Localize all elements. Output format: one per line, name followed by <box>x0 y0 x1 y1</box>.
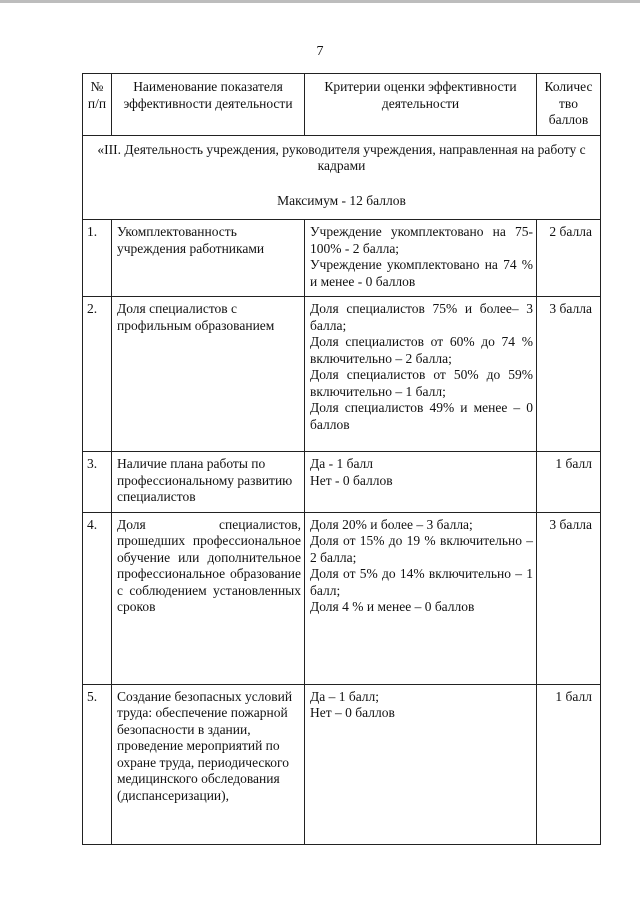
points-cell: 3 балла <box>537 512 601 684</box>
indicator-name: Доля специалистов, прошедших профессиональное обучение или дополнительное профессиональное образование с соблюдением установленных сроков <box>112 512 305 684</box>
criteria-table <box>82 73 601 845</box>
criteria-cell <box>305 512 537 684</box>
section-cell <box>83 135 601 220</box>
section-max: Максимум - 12 баллов <box>277 192 406 208</box>
indicator-name: Создание безопасных условий труда: обеспечение пожарной безопасности в здании, проведение мероприятий по охране труда, периодического медицинского обследования (диспансеризации), <box>112 684 305 844</box>
criteria-cell <box>305 452 537 513</box>
criteria-cell <box>305 684 537 844</box>
criteria-line: Учреждение укомплектовано на 74 % и менее - 0 баллов <box>310 257 533 289</box>
header-criteria: Критерии оценки эффективности деятельности <box>305 74 537 136</box>
criteria-cell <box>305 297 537 452</box>
criteria-line: Доля от 15% до 19 % включительно – 2 балла; <box>310 533 533 565</box>
criteria-line: Доля специалистов 49% и менее – 0 баллов <box>310 400 533 432</box>
indicator-name: Укомплектованность учреждения работниками <box>112 220 305 297</box>
criteria-line: Доля от 5% до 14% включительно – 1 балл; <box>310 566 533 598</box>
points-cell: 1 балл <box>537 452 601 513</box>
criteria-cell <box>305 220 537 297</box>
header-points: Количес тво баллов <box>537 74 601 136</box>
section-row <box>83 135 601 220</box>
row-number: 2. <box>83 297 112 452</box>
criteria-line: Доля специалистов 75% и более– 3 балла; <box>310 301 533 333</box>
table-row <box>83 297 601 452</box>
indicator-name: Доля специалистов с профильным образованием <box>112 297 305 452</box>
row-number: 5. <box>83 684 112 844</box>
table-row <box>83 452 601 513</box>
criteria-line: Доля специалистов от 60% до 74 % включительно – 2 балла; <box>310 334 533 366</box>
criteria-line: Нет - 0 баллов <box>310 472 393 488</box>
table-row <box>83 220 601 297</box>
section-title: «III. Деятельность учреждения, руководителя учреждения, направленная на работу с кадрами <box>97 141 586 173</box>
criteria-line: Да – 1 балл; <box>310 688 380 704</box>
points-cell: 3 балла <box>537 297 601 452</box>
criteria-line: Нет – 0 баллов <box>310 705 395 720</box>
points-cell: 1 балл <box>537 684 601 844</box>
table-row <box>83 684 601 844</box>
table-rows <box>83 220 601 845</box>
row-number: 4. <box>83 512 112 684</box>
row-number: 3. <box>83 452 112 513</box>
page-number: 7 <box>316 44 324 59</box>
row-number: 1. <box>83 220 112 297</box>
scan-top-edge <box>0 0 640 3</box>
criteria-line: Доля специалистов от 50% до 59% включительно – 1 балл; <box>310 367 533 399</box>
criteria-line: Учреждение укомплектовано на 75-100% - 2 балла; <box>310 224 533 256</box>
header-num: № п/п <box>83 74 112 136</box>
header-name: Наименование показателя эффективности деятельности <box>112 74 305 136</box>
criteria-line: Доля 4 % и менее – 0 баллов <box>310 599 475 614</box>
indicator-name: Наличие плана работы по профессиональному развитию специалистов <box>112 452 305 513</box>
table-row <box>83 512 601 684</box>
criteria-line: Да - 1 балл <box>310 456 374 471</box>
points-cell: 2 балла <box>537 220 601 297</box>
criteria-line: Доля 20% и более – 3 балла; <box>310 516 473 532</box>
table-header-row <box>83 74 601 136</box>
